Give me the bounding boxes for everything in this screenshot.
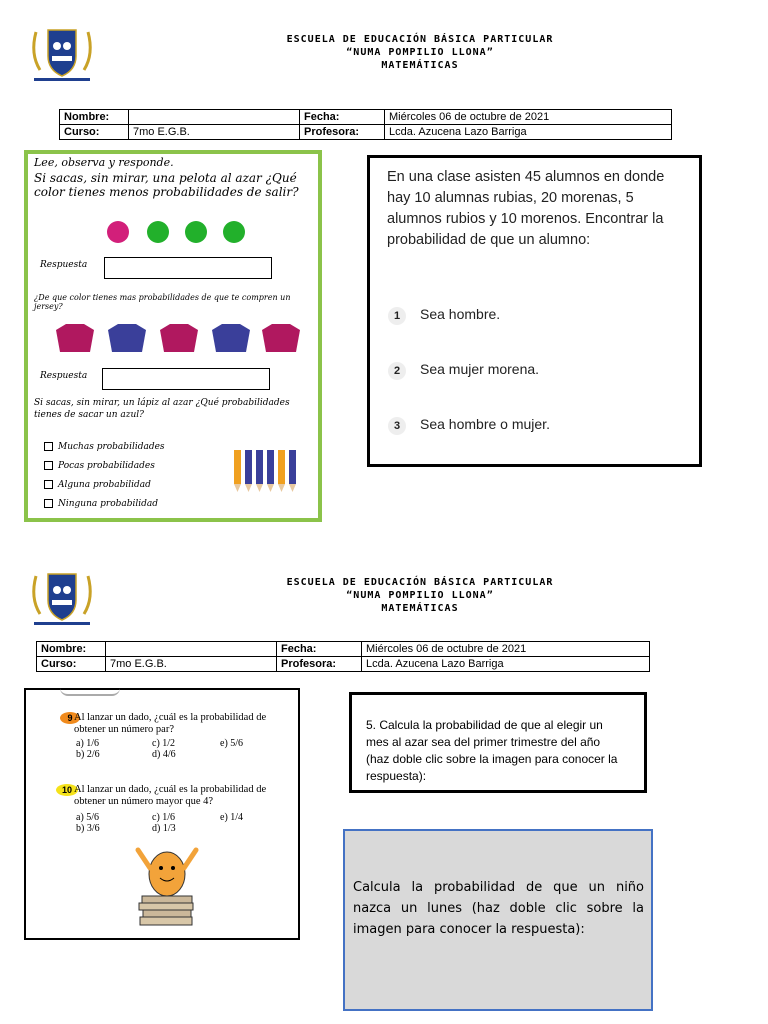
student-info-table <box>59 109 672 140</box>
school-name: “NUMA POMPILIO LLONA” <box>346 590 494 601</box>
item-number: 2 <box>388 362 406 380</box>
problem-5-box[interactable] <box>349 692 647 793</box>
option-item[interactable]: Ninguna probabilidad <box>44 495 165 514</box>
fecha-label: Fecha: <box>277 642 362 657</box>
school-logo <box>26 26 98 84</box>
balls-illustration <box>104 218 254 246</box>
profesora-label: Profesora: <box>300 125 385 140</box>
item-number: 3 <box>388 417 406 435</box>
answer-label-2: Respuesta <box>40 371 88 381</box>
q10-option-d[interactable]: d) 1/3 <box>152 823 176 834</box>
answer-box-1[interactable] <box>104 257 272 279</box>
profesora-label: Profesora: <box>277 657 362 672</box>
book-exercise-image[interactable] <box>24 688 300 940</box>
problem-text: En una clase asisten 45 alumnos en donde hay 10 alumnas rubias, 20 morenas, 5 alumnos rubios y 10 morenos. Encontrar la probabilidad de que un alumno: <box>387 169 665 248</box>
problem-item-3: 3 Sea hombre o mujer. <box>388 416 550 435</box>
q10-option-e[interactable]: e) 1/4 <box>220 812 244 823</box>
q10-option-b[interactable]: b) 3/6 <box>76 823 100 834</box>
worksheet-title: Lee, observa y responde. <box>34 156 174 169</box>
problem-6-box[interactable] <box>343 829 653 1011</box>
profesora-value: Lcda. Azucena Lazo Barriga <box>385 125 672 140</box>
q9-option-d[interactable]: d) 4/6 <box>152 749 176 760</box>
problem-item-2: 2 Sea mujer morena. <box>388 361 539 380</box>
school-logo <box>26 570 98 628</box>
worksheet-q1: Si sacas, sin mirar, una pelota al azar ¿Qué color tienes menos probabilidades de salir? <box>34 171 299 199</box>
worksheet-q2: ¿De que color tienes mas probabilidades de que te compren un jersey? <box>34 293 291 311</box>
fecha-value: Miércoles 06 de octubre de 2021 <box>385 110 672 125</box>
fecha-value: Miércoles 06 de octubre de 2021 <box>362 642 650 657</box>
curso-value: 7mo E.G.B. <box>129 125 300 140</box>
question-10-badge: 10 <box>56 784 78 796</box>
curso-label: Curso: <box>60 125 129 140</box>
probability-problem-box <box>367 155 702 467</box>
school-header <box>210 576 630 615</box>
q9-option-a[interactable]: a) 1/6 <box>76 738 100 749</box>
problem-item-1: 1 Sea hombre. <box>388 306 500 325</box>
school-header <box>210 33 630 72</box>
q10-option-c[interactable]: c) 1/6 <box>152 812 176 823</box>
nombre-label: Nombre: <box>60 110 129 125</box>
question-10-text: Al lanzar un dado, ¿cuál es la probabilidad de obtener un número mayor que 4? <box>74 784 267 807</box>
profesora-value: Lcda. Azucena Lazo Barriga <box>362 657 650 672</box>
item-number: 1 <box>388 307 406 325</box>
nombre-field[interactable] <box>106 642 277 657</box>
answer-label-1: Respuesta <box>40 260 88 270</box>
option-item[interactable]: Alguna probabilidad <box>44 476 165 495</box>
worksheet-q3: Si sacas, sin mirar, un lápiz al azar ¿Qué probabilidades tienes de sacar un azul? <box>34 398 290 420</box>
cut-illustration <box>60 688 120 696</box>
options-list <box>44 438 165 514</box>
fecha-label: Fecha: <box>300 110 385 125</box>
option-item[interactable]: Pocas probabilidades <box>44 457 165 476</box>
question-9-text: Al lanzar un dado, ¿cuál es la probabilidad de obtener un número par? <box>74 712 267 735</box>
q10-option-a[interactable]: a) 5/6 <box>76 812 100 823</box>
q9-option-c[interactable]: c) 1/2 <box>152 738 176 749</box>
school-title: ESCUELA DE EDUCACIÓN BÁSICA PARTICULAR <box>286 34 554 45</box>
student-info-table <box>36 641 650 672</box>
nombre-label: Nombre: <box>37 642 106 657</box>
jerseys-illustration <box>50 322 306 358</box>
problem-5-text: 5. Calcula la probabilidad de que al elegir un mes al azar sea del primer trimestre del año (haz doble clic sobre la imagen para conocer la respuesta): <box>366 718 618 783</box>
curso-value: 7mo E.G.B. <box>106 657 277 672</box>
school-name: “NUMA POMPILIO LLONA” <box>346 47 494 58</box>
problem-6-text: Calcula la probabilidad de que un niño nazca un lunes (haz doble clic sobre la imagen para conocer la respuesta): <box>353 880 644 937</box>
question-9-badge: 9 <box>60 712 80 724</box>
option-item[interactable]: Muchas probabilidades <box>44 438 165 457</box>
school-title: ESCUELA DE EDUCACIÓN BÁSICA PARTICULAR <box>286 577 554 588</box>
cartoon-on-books-illustration <box>134 844 200 928</box>
q9-option-b[interactable]: b) 2/6 <box>76 749 100 760</box>
subject-title: MATEMÁTICAS <box>381 603 459 614</box>
q9-option-e[interactable]: e) 5/6 <box>220 738 244 749</box>
nombre-field[interactable] <box>129 110 300 125</box>
worksheet-image[interactable] <box>24 150 322 522</box>
curso-label: Curso: <box>37 657 106 672</box>
pencils-illustration <box>230 446 306 496</box>
subject-title: MATEMÁTICAS <box>381 60 459 71</box>
answer-box-2[interactable] <box>102 368 270 390</box>
